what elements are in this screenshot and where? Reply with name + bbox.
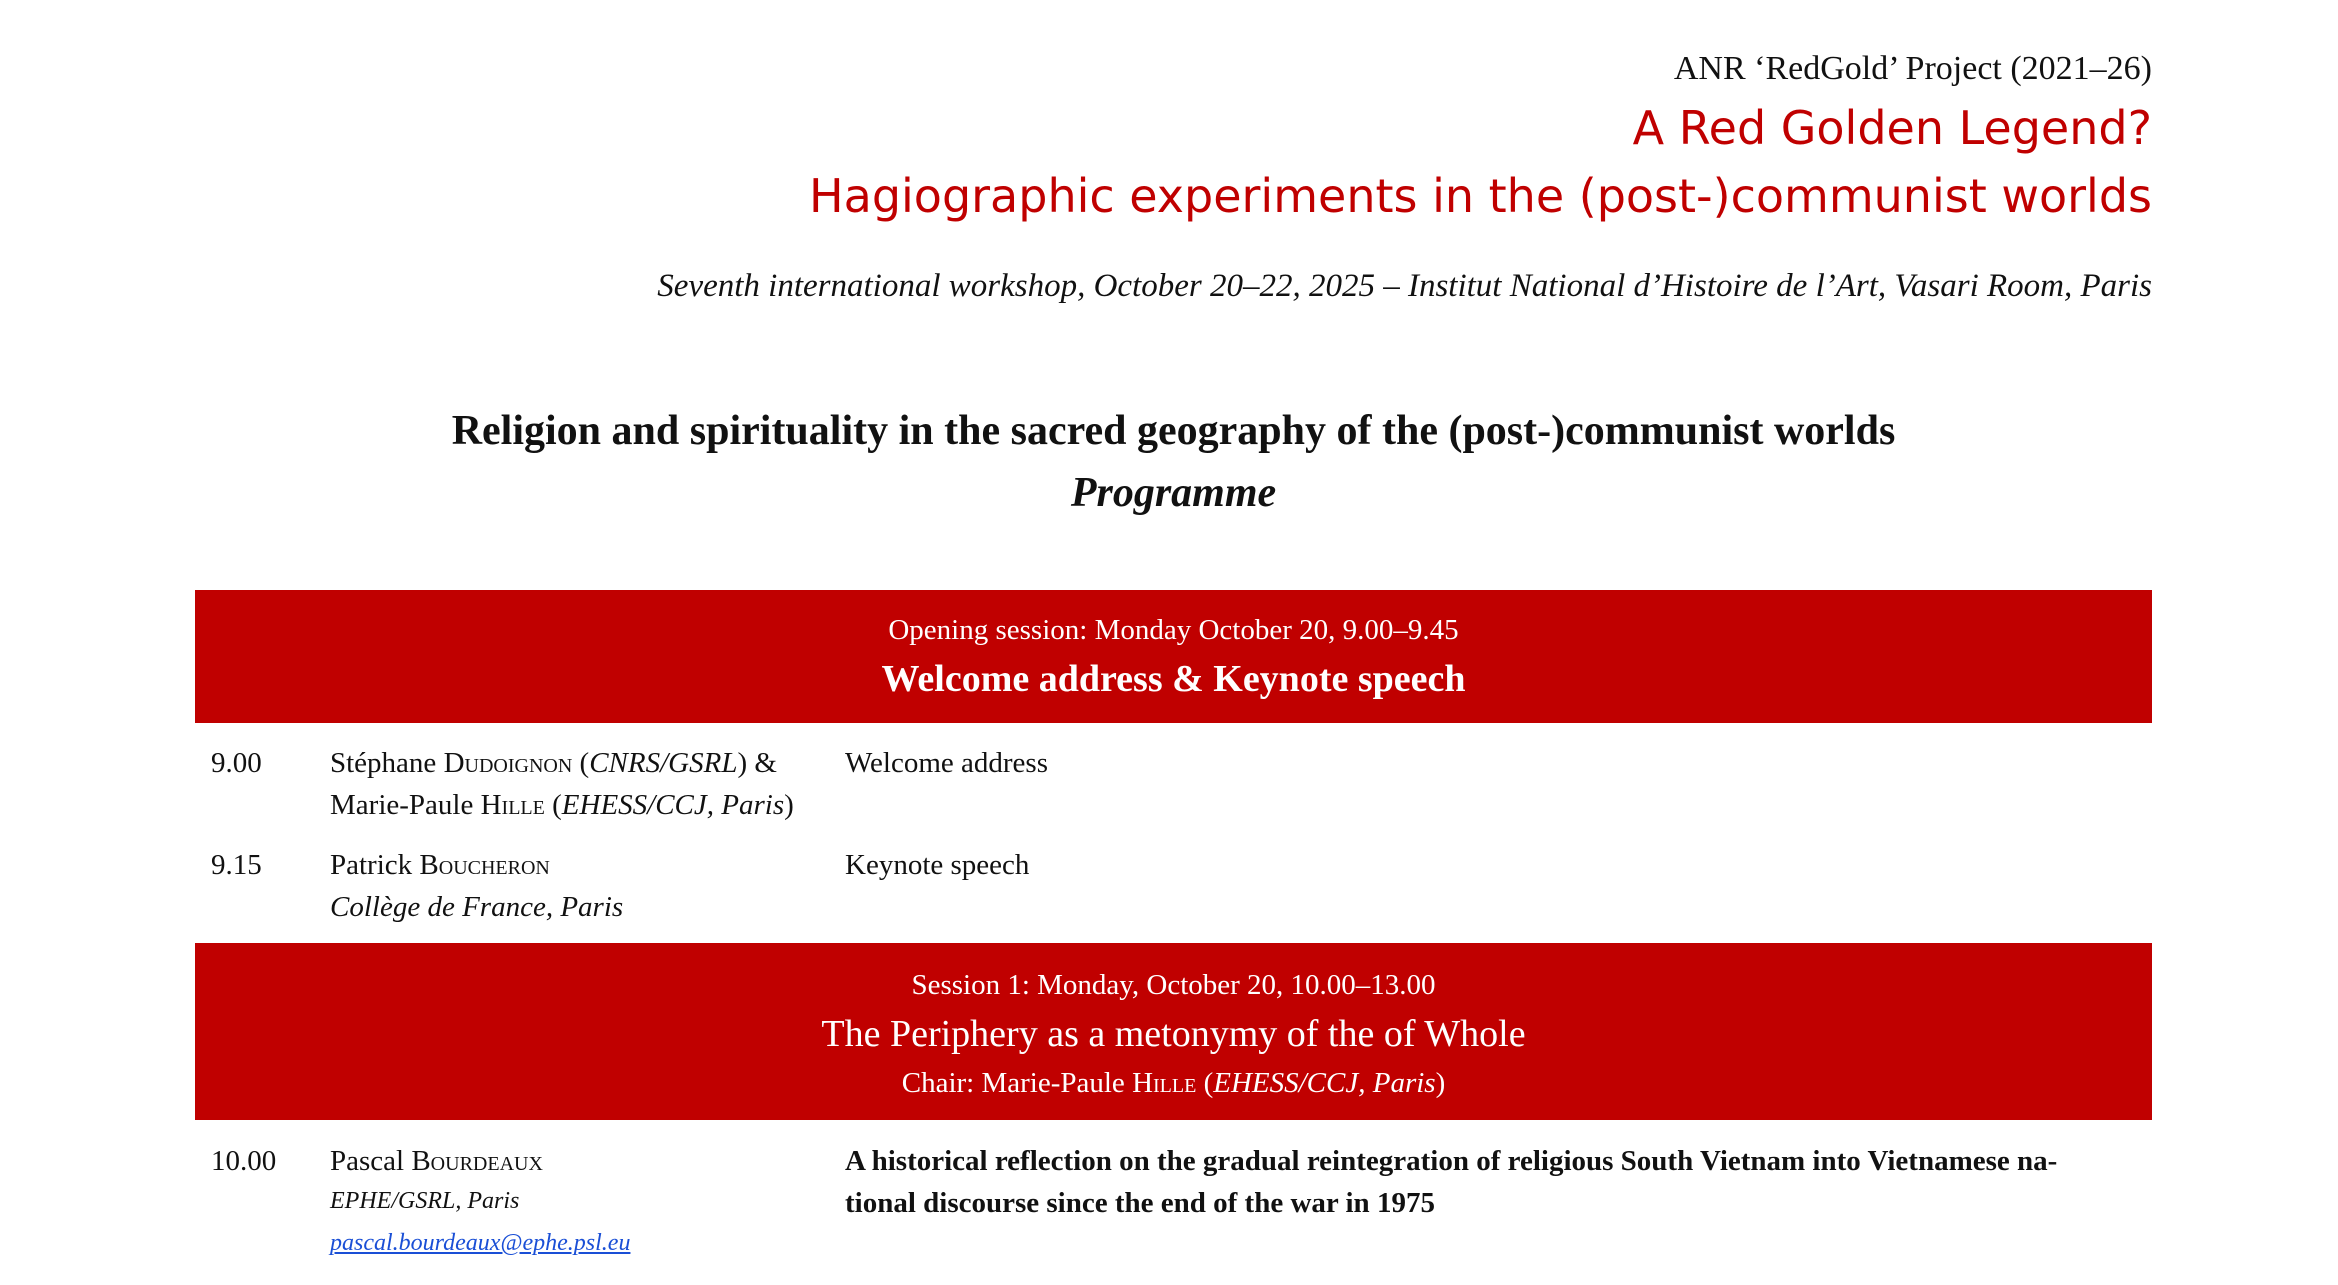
programme-row (195, 1140, 2152, 1270)
speaker-last-name: Dudoignon (443, 747, 573, 779)
talk-title-line: tional discourse since the end of the war in 1975 (845, 1187, 1435, 1219)
speaker-affiliation: EHESS/CCJ, Paris (561, 789, 785, 821)
programme-heading: Programme (1070, 470, 1277, 516)
document-title-line-2: Hagiographic experiments in the (post-)communist worlds (809, 169, 2152, 223)
row-speakers (330, 844, 830, 928)
row-speakers (330, 1140, 830, 1262)
row-talk: Welcome address (845, 747, 1048, 779)
speaker-first-name: Pascal (330, 1145, 412, 1177)
session-header-session-1 (195, 943, 2152, 1120)
speaker-affiliation: Collège de France, Paris (330, 891, 624, 923)
speaker-last-name: Hille (480, 789, 545, 821)
speaker-line: Marie-Paule Hille (EHESS/CCJ, Paris) (330, 789, 794, 821)
chair-last-name: Hille (1132, 1067, 1197, 1099)
row-speakers (330, 742, 830, 826)
speaker-affiliation: EPHE/GSRL, Paris (330, 1188, 520, 1214)
project-name: ANR ‘RedGold’ Project (2021–26) (1673, 50, 2152, 87)
speaker-line: Stéphane Dudoignon (CNRS/GSRL) & (330, 747, 777, 779)
speaker-affiliation: CNRS/GSRL (589, 747, 738, 779)
theme-block (195, 400, 2152, 524)
session-caption: Session 1: Monday, October 20, 10.00–13.00 (911, 969, 1436, 1001)
row-time: 9.00 (211, 747, 262, 779)
session-header-opening (195, 590, 2152, 723)
speaker-line (330, 1140, 830, 1182)
chair-affiliation: EHESS/CCJ, Paris (1213, 1067, 1436, 1099)
row-talk: Keynote speech (845, 849, 1030, 881)
speaker-first-name: Marie-Paule (330, 789, 481, 821)
row-time: 9.15 (211, 849, 262, 881)
session-title: Welcome address & Keynote speech (881, 658, 1466, 700)
document-title-line-1: A Red Golden Legend? (1632, 101, 2152, 155)
speaker-line (330, 844, 830, 886)
session-caption: Opening session: Monday October 20, 9.00–9.45 (888, 614, 1459, 646)
session-title: The Periphery as a metonymy of the of Whole (821, 1013, 1526, 1055)
session-chair: Chair: Marie-Paule Hille (EHESS/CCJ, Paris) (901, 1067, 1446, 1099)
workshop-info: Seventh international workshop, October 20–22, 2025 – Institut National d’Histoire de l’Art, Vasari Room, Paris (657, 268, 2152, 304)
talk-title-line: A historical reflection on the gradual reintegration of religious South Vietnam into Vietnamese na- (845, 1145, 2058, 1177)
document-header (809, 44, 2152, 230)
theme-title: Religion and spirituality in the sacred geography of the (post-)communist worlds (451, 408, 1896, 454)
programme-row (195, 742, 2152, 832)
speaker-last-name: Boucheron (419, 849, 550, 881)
speaker-email-link[interactable]: pascal.bourdeaux@ephe.psl.eu (330, 1230, 631, 1256)
programme-row (195, 844, 2152, 934)
speaker-first-name: Stéphane (330, 747, 444, 779)
row-time: 10.00 (211, 1145, 277, 1177)
speaker-last-name: Bourdeaux (411, 1145, 543, 1177)
speaker-first-name: Patrick (330, 849, 420, 881)
chair-prefix: Chair: Marie-Paule (901, 1067, 1133, 1099)
row-talk (845, 1140, 2140, 1224)
